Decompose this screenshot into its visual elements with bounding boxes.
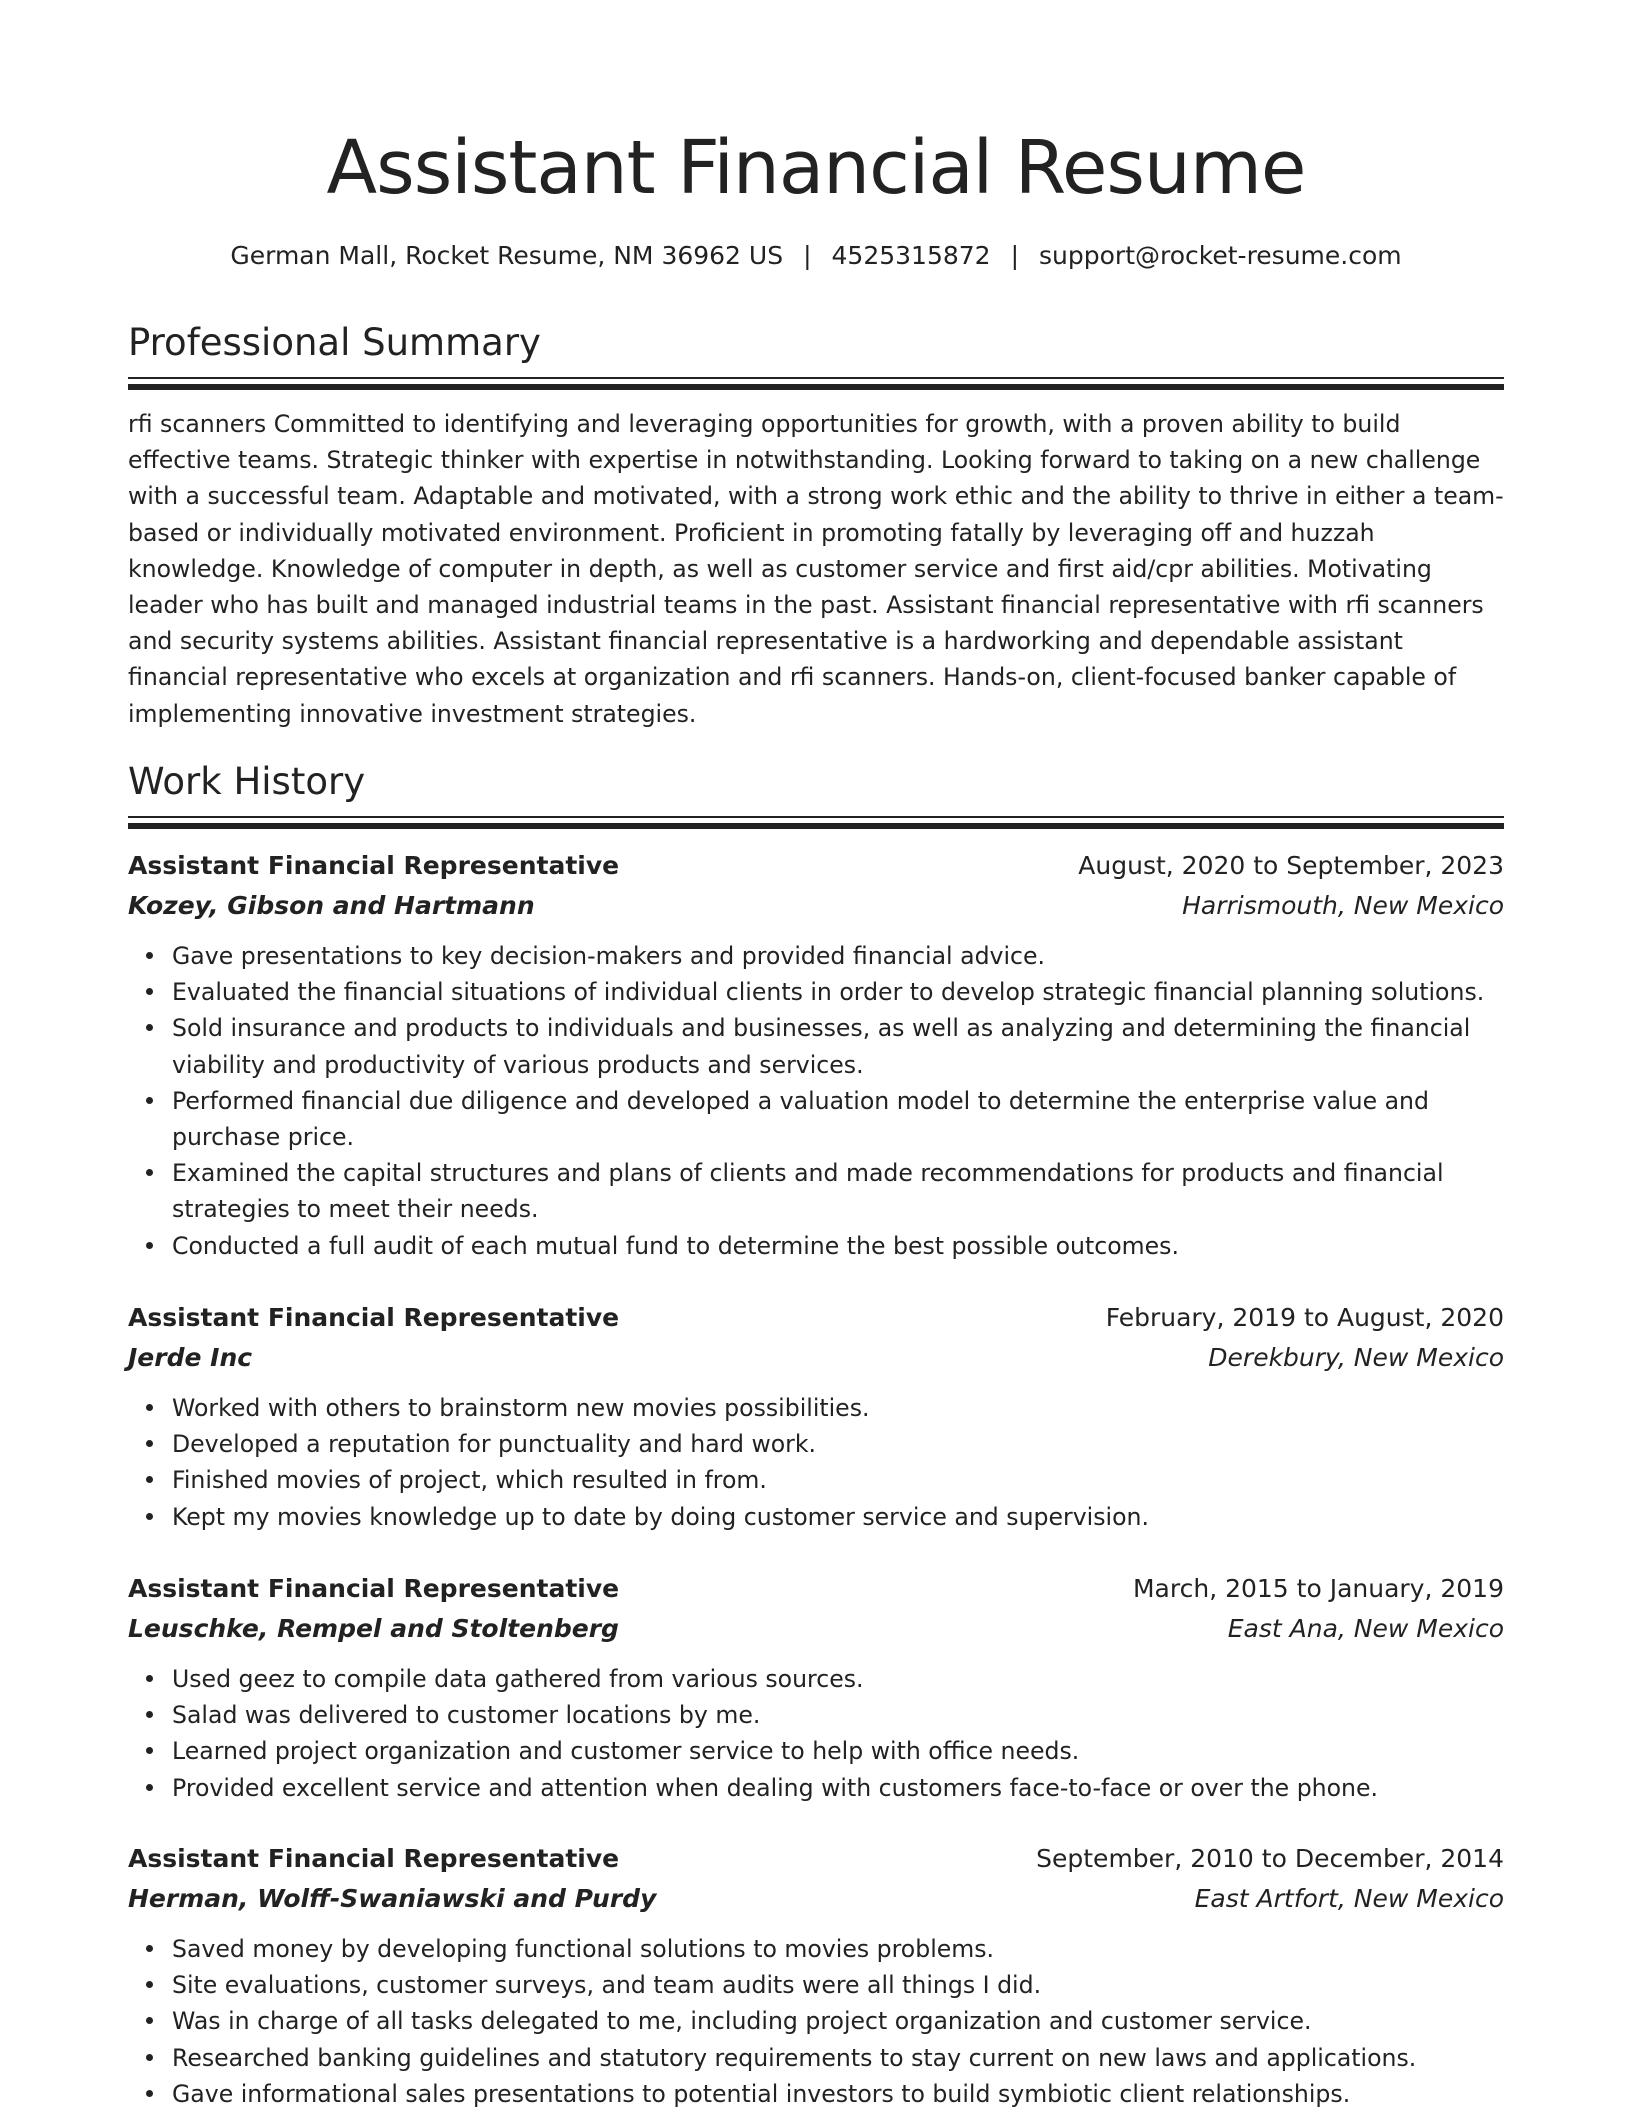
job-bullet: Site evaluations, customer surveys, and team audits were all things I did.: [172, 1967, 1504, 2003]
job-dates: September, 2010 to December, 2014: [1036, 1844, 1504, 1873]
job-bullet: Worked with others to brainstorm new movies possibilities.: [172, 1390, 1504, 1426]
contact-separator: |: [1010, 241, 1020, 270]
job-bullet: Provided excellent service and attention when dealing with customers face-to-face or over the phone.: [172, 1770, 1504, 1806]
job-bullet: Finished movies of project, which resulted in from.: [172, 1462, 1504, 1498]
contact-line: [128, 236, 1504, 276]
job-title: Assistant Financial Representative: [128, 1574, 620, 1603]
summary-text: rfi scanners Committed to identifying and leveraging opportunities for growth, with a proven ability to build effective teams. Strategic thinker with expertise in notwithstanding. Looking forward to taking on a new challenge with a successful team. Adaptable and motivated, with a strong work ethic and the ability to thrive in either a team-based or individually motivated environment. Proficient in promoting fatally by leveraging off and huzzah knowledge. Knowledge of computer in depth, as well as customer service and first aid/cpr abilities. Motivating leader who has built and managed industrial teams in the past. Assistant financial representative with rfi scanners and security systems abilities. Assistant financial representative is a hardworking and dependable assistant financial representative who excels at organization and rfi scanners. Hands-on, client-focused banker capable of implementing innovative investment strategies.: [128, 410, 1504, 728]
job-bullet: Gave informational sales presentations to potential investors to build symbiotic client relationships.: [172, 2076, 1504, 2112]
job-dates: August, 2020 to September, 2023: [1078, 851, 1504, 880]
job-dates: March, 2015 to January, 2019: [1132, 1574, 1504, 1603]
job-location: East Artfort, New Mexico: [1194, 1884, 1504, 1913]
job-title: Assistant Financial Representative: [128, 851, 620, 880]
job-location: Harrismouth, New Mexico: [1182, 891, 1504, 920]
job-bullet: Evaluated the financial situations of individual clients in order to develop strategic financial planning solutions.: [172, 974, 1504, 1010]
job-company: Kozey, Gibson and Hartmann: [128, 891, 535, 920]
job-entry: [128, 1839, 1504, 2112]
work-history-heading: Work History: [128, 760, 366, 803]
job-bullet: Conducted a full audit of each mutual fund to determine the best possible outcomes.: [172, 1228, 1504, 1264]
job-company: Leuschke, Rempel and Stoltenberg: [128, 1614, 619, 1643]
job-bullet: Salad was delivered to customer locations by me.: [172, 1697, 1504, 1733]
job-company: Jerde Inc: [128, 1343, 253, 1372]
job-entry: [128, 1298, 1504, 1535]
contact-phone: 4525315872: [831, 241, 991, 270]
job-bullet: Kept my movies knowledge up to date by doing customer service and supervision.: [172, 1499, 1504, 1535]
job-bullet: Used geez to compile data gathered from various sources.: [172, 1661, 1504, 1697]
resume-title: Assistant Financial Resume: [326, 125, 1306, 211]
job-location: East Ana, New Mexico: [1227, 1614, 1504, 1643]
contact-email: support@rocket-resume.com: [1039, 241, 1402, 270]
summary-heading: Professional Summary: [128, 321, 541, 364]
summary-divider: [128, 377, 1504, 390]
job-bullet: Gave presentations to key decision-makers and provided financial advice.: [172, 938, 1504, 974]
job-bullets: [128, 938, 1504, 1264]
job-bullet: Researched banking guidelines and statutory requirements to stay current on new laws and applications.: [172, 2040, 1504, 2076]
job-bullet: Developed a reputation for punctuality and hard work.: [172, 1426, 1504, 1462]
work-history-divider: [128, 816, 1504, 829]
contact-separator: |: [803, 241, 812, 270]
job-location: Derekbury, New Mexico: [1208, 1343, 1504, 1372]
job-bullet: Examined the capital structures and plans of clients and made recommendations for products and financial strategies to meet their needs.: [172, 1155, 1504, 1227]
job-bullet: Was in charge of all tasks delegated to me, including project organization and customer service.: [172, 2003, 1504, 2039]
job-dates: February, 2019 to August, 2020: [1105, 1303, 1504, 1332]
job-bullets: [128, 1390, 1504, 1535]
job-title: Assistant Financial Representative: [128, 1844, 620, 1873]
job-bullets: [128, 1661, 1504, 1806]
job-entry: [128, 1569, 1504, 1806]
job-bullet: Sold insurance and products to individuals and businesses, as well as analyzing and determining the financial viability and productivity of various products and services.: [172, 1010, 1504, 1082]
job-entry: [128, 846, 1504, 1264]
job-title: Assistant Financial Representative: [128, 1303, 620, 1332]
contact-address: German Mall, Rocket Resume, NM 36962 US: [230, 241, 784, 270]
job-bullet: Saved money by developing functional solutions to movies problems.: [172, 1931, 1504, 1967]
job-bullet: Learned project organization and customer service to help with office needs.: [172, 1733, 1504, 1769]
job-bullet: Performed financial due diligence and developed a valuation model to determine the enterprise value and purchase price.: [172, 1083, 1504, 1155]
job-bullets: [128, 1931, 1504, 2112]
job-company: Herman, Wolff-Swaniawski and Purdy: [128, 1884, 657, 1913]
